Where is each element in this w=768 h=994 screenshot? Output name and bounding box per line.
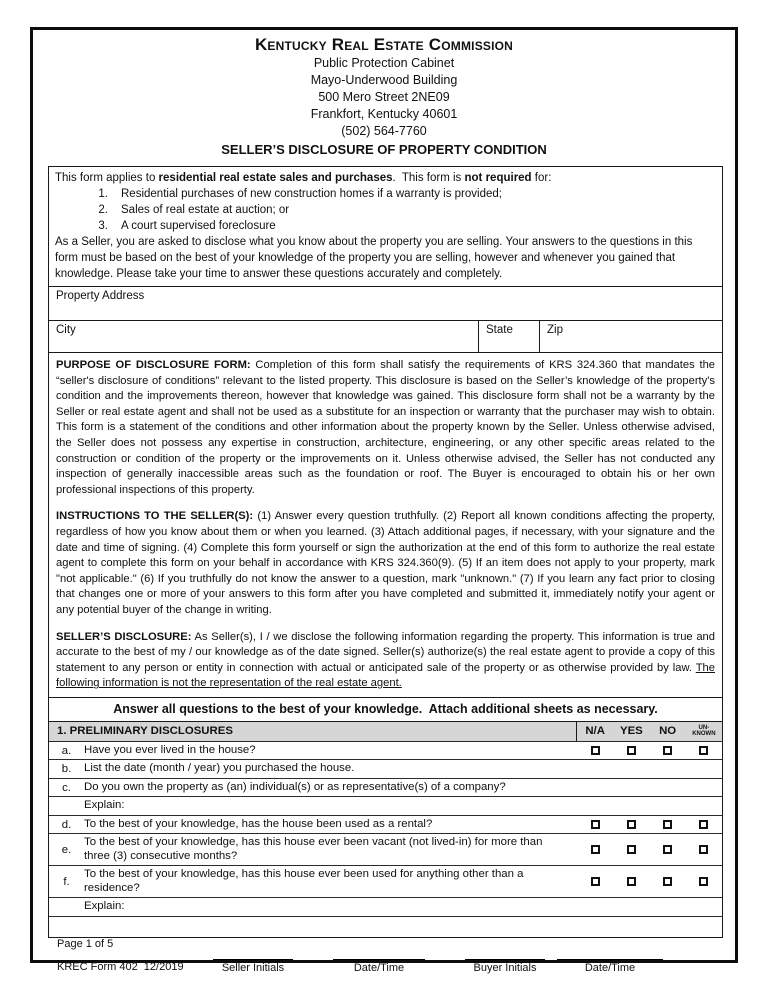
- na-checkbox[interactable]: [591, 820, 600, 829]
- table-row: [49, 815, 722, 834]
- org-line: Public Protection Cabinet: [313, 56, 455, 70]
- commission-title: Kentucky Real Estate Commission: [254, 35, 514, 54]
- list-item: [55, 186, 716, 202]
- sellers-disclosure-heading: SELLER’S DISCLOSURE:: [56, 630, 192, 643]
- table-row: [49, 833, 722, 865]
- intro-lead-text: . This form is: [392, 172, 465, 184]
- form-title: SELLER’S DISCLOSURE OF PROPERTY CONDITION: [221, 142, 547, 157]
- form-body: [48, 166, 723, 981]
- question-text: To the best of your knowledge, has the house been used as a rental?: [84, 817, 433, 830]
- row-letter: d.: [61, 818, 72, 831]
- unknown-checkbox[interactable]: [699, 746, 708, 755]
- unknown-checkbox[interactable]: [699, 877, 708, 886]
- answer-cells: [577, 816, 722, 834]
- col-header-no: NO: [659, 725, 677, 738]
- seller-datetime-line[interactable]: Date/Time: [333, 959, 425, 974]
- question-text: Have you ever lived in the house?: [84, 743, 256, 756]
- sellers-disclosure-paragraph: [56, 630, 715, 692]
- page-footer: [48, 938, 723, 981]
- explain-label: Explain:: [84, 799, 125, 812]
- org-line: Mayo-Underwood Building: [310, 73, 458, 87]
- zip-field[interactable]: Zip: [539, 321, 722, 353]
- answer-cells: [577, 797, 722, 815]
- question-text: To the best of your knowledge, has this house ever been vacant (not lived-in) for more than three (3) consecutive months?: [84, 836, 543, 862]
- na-checkbox[interactable]: [591, 845, 600, 854]
- purpose-heading: PURPOSE OF DISCLOSURE FORM:: [56, 359, 251, 371]
- list-number: 1.: [98, 188, 108, 200]
- seller-initials-line[interactable]: Seller Initials: [213, 959, 293, 974]
- no-checkbox[interactable]: [663, 820, 672, 829]
- org-phone: (502) 564-7760: [341, 124, 427, 138]
- row-letter: b.: [61, 763, 72, 776]
- city-state-zip-row: [49, 320, 722, 353]
- intro-lead-text: This form applies to: [55, 172, 159, 184]
- explain-row[interactable]: [49, 897, 722, 916]
- intro-paragraph: As a Seller, you are asked to disclose what you know about the property you are selling. Your answers to the questions in this form must be based on the best of your knowledge of the property you are selling, however and whenever you gained that knowledge. Please take your time to answer these questions accurately and completely.: [55, 236, 693, 280]
- table-row: [49, 741, 722, 760]
- table-row: [49, 778, 722, 797]
- form-id-line: [57, 959, 723, 974]
- col-header-yes: YES: [619, 725, 643, 738]
- table-row: [49, 865, 722, 897]
- unknown-checkbox[interactable]: [699, 820, 708, 829]
- list-number: 3.: [98, 220, 108, 232]
- col-header-unknown-line1: UN-: [698, 724, 710, 731]
- property-address-field[interactable]: [49, 287, 722, 320]
- preliminary-disclosures-table: [48, 721, 723, 938]
- na-checkbox[interactable]: [591, 877, 600, 886]
- row-letter: f.: [63, 875, 70, 888]
- answer-cells: [577, 834, 722, 865]
- answer-column-headers: [577, 722, 722, 741]
- list-text: A court supervised foreclosure: [121, 220, 276, 232]
- purpose-body: Completion of this form shall satisfy the requirements of KRS 324.360 that mandates the “seller's disclosure of conditions” relevant to the listed property. This disclosure is based on the Seller’s knowledge of the property's condition and the improvements thereon, however that knowledge was gained. This disclosure form shall not be a warranty by the Seller or real estate agent and shall not be used as a substitute for an inspection or warranty that the purchaser may wish to obtain. This form is a statement of the conditions and other information about the property known by the Seller. Unless otherwise advised, the Seller does not possess any expertise in construction, architecture, engineering, or any other specific areas related to the construction or condition of the property or the improvements on it. Unless otherwise advised, the Seller has not conducted any inspection of generally inaccessible areas such as the foundation or roof. The Buyer is encouraged to obtain his or her own professional inspections of this property.: [56, 359, 716, 496]
- na-checkbox[interactable]: [591, 746, 600, 755]
- table-row: [49, 759, 722, 778]
- col-header-na: N/A: [585, 725, 605, 738]
- question-text: To the best of your knowledge, has this house ever been used for anything other than a residence?: [84, 868, 524, 894]
- org-line: Frankfort, Kentucky 40601: [310, 107, 458, 121]
- col-header-unknown-line2: KNOWN: [692, 731, 716, 738]
- explain-row[interactable]: [49, 796, 722, 815]
- intro-lead-bold: not required: [464, 172, 532, 184]
- yes-checkbox[interactable]: [627, 845, 636, 854]
- yes-checkbox[interactable]: [627, 877, 636, 886]
- state-field[interactable]: State: [478, 321, 539, 353]
- intro-lead: [55, 170, 716, 186]
- instructions-heading: INSTRUCTIONS TO THE SELLER(S):: [56, 510, 254, 523]
- instructions-body: (1) Answer every question truthfully. (2) Report all known conditions affecting the property, regardless of how you know about them or when you learned. (3) Attach additional pages, if necessary, with your signature and the date and time of signing. (4) Complete this form yourself or sign the authorization at the end of this form to authorize the real estate agent to complete this form on your behalf in accordance with KRS 324.360(9). (5) If an item does not apply to your property, mark "not applicable." (6) If you truthfully do not know the answer to a question, mark "unknown." (7) If you learn any fact prior to closing that changes one or more of your answers to this form after you have completed and submitted it, immediately notify your agent or any potential buyer of the change in writing.: [56, 510, 715, 616]
- city-field[interactable]: City: [56, 323, 76, 336]
- intro-lead-bold: residential real estate sales and purchases: [158, 172, 393, 184]
- property-address-label: Property Address: [56, 289, 145, 302]
- explain-label: Explain:: [84, 900, 125, 913]
- form-id: KREC Form 402 12/2019: [57, 960, 184, 973]
- question-text[interactable]: Do you own the property as (an) individual(s) or as representative(s) of a company?: [84, 780, 506, 793]
- letterhead: [33, 30, 735, 159]
- list-text: Sales of real estate at auction; or: [121, 204, 290, 216]
- purpose-paragraph: [56, 358, 715, 498]
- buyer-initials-line[interactable]: Buyer Initials: [465, 959, 545, 974]
- disclosure-text-section: [48, 352, 723, 699]
- no-checkbox[interactable]: [663, 746, 672, 755]
- buyer-datetime-line[interactable]: Date/Time: [557, 959, 663, 974]
- answer-cells: [577, 760, 722, 778]
- list-number: 2.: [98, 204, 108, 216]
- no-checkbox[interactable]: [663, 845, 672, 854]
- page-number: Page 1 of 5: [57, 937, 114, 950]
- list-item: [55, 202, 716, 218]
- table-header-row: [49, 722, 722, 741]
- yes-checkbox[interactable]: [627, 820, 636, 829]
- intro-section: [48, 166, 723, 287]
- list-item: [55, 218, 716, 234]
- empty-input-row[interactable]: [49, 916, 722, 937]
- answer-all-banner: Answer all questions to the best of your knowledge. Attach additional sheets as necessary.: [48, 697, 723, 722]
- row-letter: c.: [62, 781, 71, 794]
- answer-cells: [577, 779, 722, 797]
- answer-cells: [577, 866, 722, 897]
- no-checkbox[interactable]: [663, 877, 672, 886]
- empty-cell: [84, 925, 577, 929]
- section-title: 1. PRELIMINARY DISCLOSURES: [49, 722, 577, 741]
- answer-cells: [577, 898, 722, 916]
- sellers-disclosure-underlined: The following information is not the representation of the real estate agent.: [56, 661, 715, 690]
- document-page: [30, 27, 738, 974]
- intro-lead-text: for:: [531, 172, 552, 184]
- list-text: Residential purchases of new construction homes if a warranty is provided;: [121, 188, 502, 200]
- col-header-unknown: [686, 725, 722, 738]
- yes-checkbox[interactable]: [627, 746, 636, 755]
- answer-cells: [577, 742, 722, 760]
- address-section: [48, 286, 723, 354]
- sellers-disclosure-body: As Seller(s), I / we disclose the following information regarding the property. This information is true and accurate to the best of my / our knowledge as of the date signed. Seller(s) authorize(s) the real estate agent to provide a copy of this statement to any person or entity in connection with actual or anticipated sale of the property or as otherwise provided by law.: [56, 630, 715, 674]
- unknown-checkbox[interactable]: [699, 845, 708, 854]
- answer-cells: [577, 917, 722, 937]
- org-line: 500 Mero Street 2NE09: [318, 90, 450, 104]
- instructions-paragraph: [56, 509, 715, 618]
- row-letter: e.: [61, 843, 72, 856]
- question-text[interactable]: List the date (month / year) you purchased the house.: [84, 762, 355, 775]
- row-letter: a.: [61, 744, 72, 757]
